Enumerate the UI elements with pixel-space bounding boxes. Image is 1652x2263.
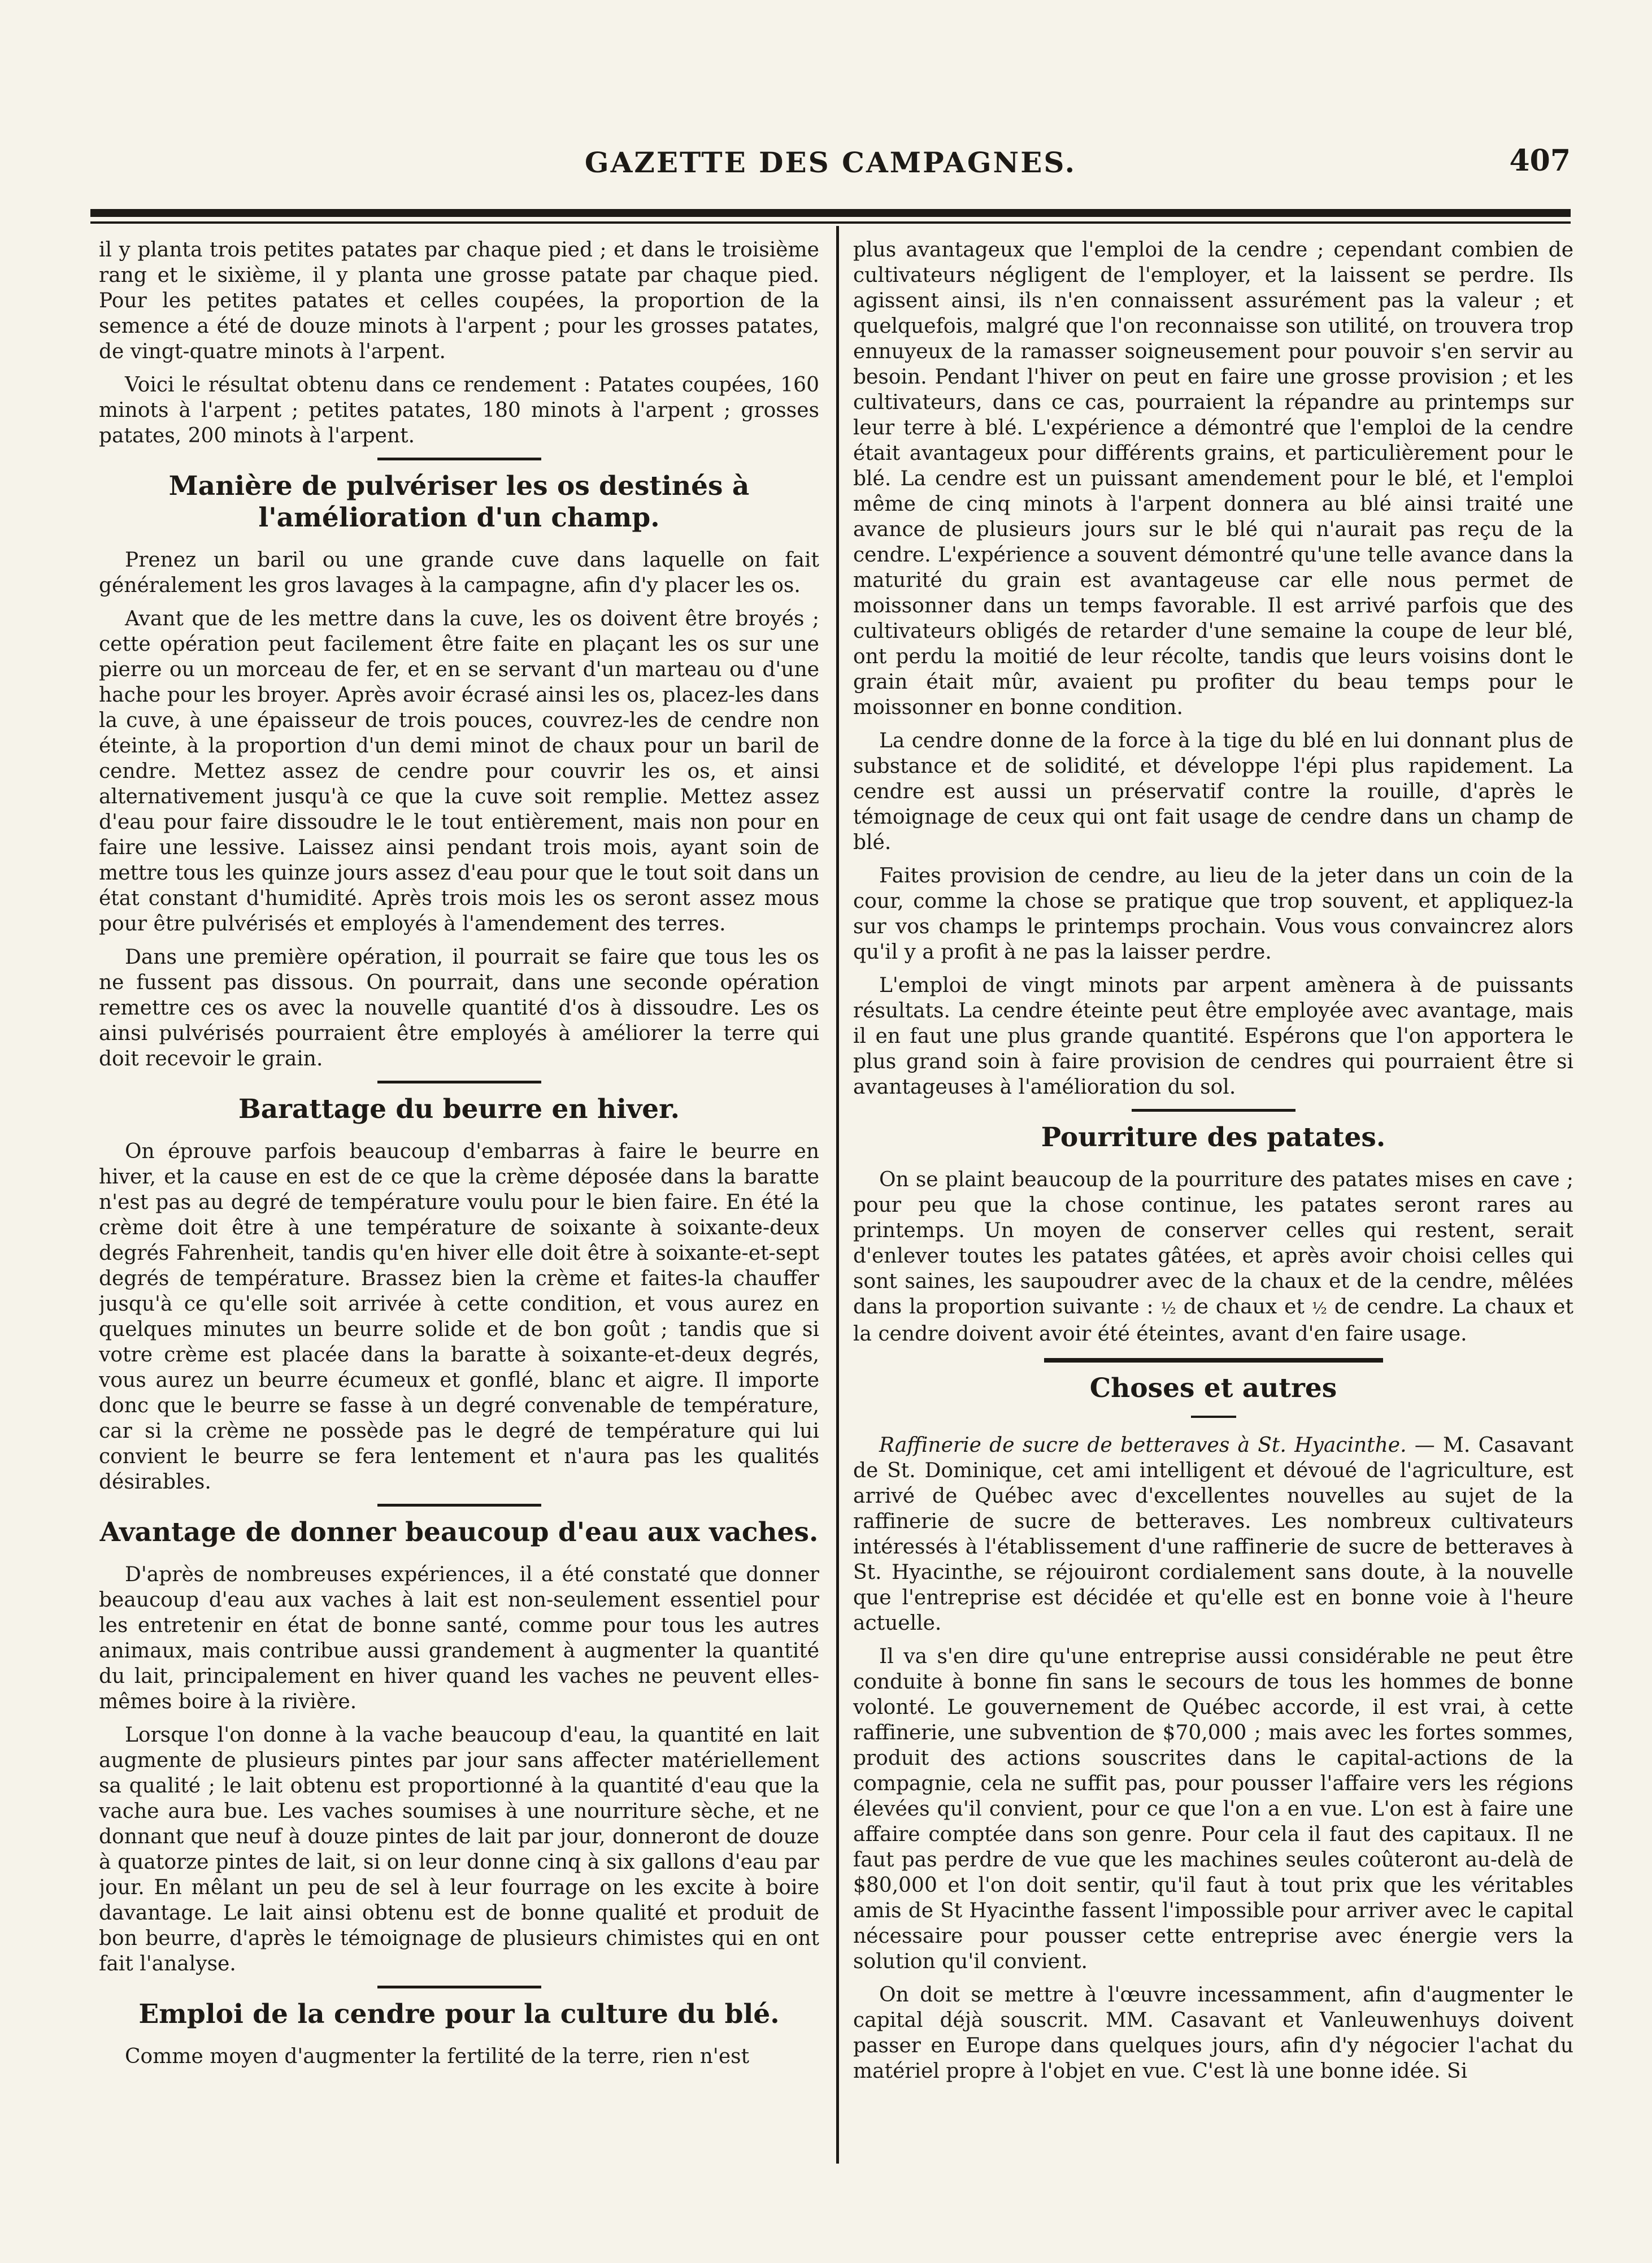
column-divider xyxy=(836,226,839,2164)
article-paragraph: Faites provision de cendre, au lieu de la jeter dans un coin de la cour, comme la chose se pratique que trop souvent, et appliquez-la sur vos champs le printemps prochain. Vous vous convaincrez alors qu'il y a profit à ne pas la laisser perdre. xyxy=(853,864,1573,964)
article-paragraph: Voici le résultat obtenu dans ce rendement : Patates coupées, 160 minots à l'arpent ; petites patates, 180 minots à l'arpent ; grosses patates, 200 minots à l'arpent. xyxy=(99,373,819,447)
page-number: 407 xyxy=(1509,143,1571,178)
item-title-raffinerie: Raffinerie de sucre de betteraves à St. Hyacinthe. xyxy=(879,1433,1407,1457)
article-paragraph xyxy=(853,1433,1573,1636)
section-title-choses: Choses et autres xyxy=(1089,1372,1337,1404)
page-header xyxy=(90,141,1571,192)
article-paragraph xyxy=(853,1167,1573,1347)
article-paragraph: Comme moyen d'augmenter la fertilité de la terre, rien n'est xyxy=(125,2045,750,2068)
header-rule-thick xyxy=(90,209,1571,217)
article-paragraph: Il va s'en dire qu'une entreprise aussi considérable ne peut être conduite à bonne fin sans le secours de tous les hommes de bonne volonté. Le gouvernement de Québec accorde, il est vrai, à cette raffinerie, une subvention de $70,000 ; mais avec les fortes sommes, produit des actions souscrites dans le capital-actions de la compagnie, cela ne suffit pas, pour pousser l'affaire vers les régions élevées qu'il convient, pour ce que l'on a en vue. L'on est à faire une affaire comptée dans son genre. Pour cela il faut des capitaux. Il ne faut pas perdre de vue que les machines seules coûteront au-delà de $80,000 et l'on doit sentir, qu'il faut à tout prix que les véritables amis de St Hyacinthe fassent l'impossible pour arriver avec le capital nécessaire pour pousser cette entreprise avec énergie vers la solution qu'il convient. xyxy=(853,1644,1573,1973)
article-paragraph: Prenez un baril ou une grande cuve dans laquelle on fait généralement les gros lavages à la campagne, afin d'y placer les os. xyxy=(99,549,819,597)
section-separator xyxy=(1044,1358,1383,1363)
right-column xyxy=(853,237,1573,2169)
title-underline xyxy=(1191,1416,1236,1418)
article-separator xyxy=(377,458,541,460)
article-separator xyxy=(377,1081,541,1083)
article-paragraph: D'après de nombreuses expériences, il a été constaté que donner beaucoup d'eau aux vaches à lait est non-seulement essentiel pour les entretenir en état de bonne santé, comme pour tous les autres animaux, mais contribue aussi grandement à augmenter la quantité du lait, principalement en hiver quand les vaches ne peuvent elles-mêmes boire à la rivière. xyxy=(99,1563,819,1713)
item-text: — M. Casavant de St. Dominique, cet ami intelligent et dévoué de l'agriculture, est arrivé de Québec avec d'excellentes nouvelles au sujet de la raffinerie de sucre de betteraves. Les nombreux cultivateurs intéressés à l'établissement d'une raffinerie de sucre de betteraves à St. Hyacinthe, se réjouiront cordialement sans doute, à la nouvelle que l'entreprise est décidée et qu'elle est en bonne voie à l'heure actuelle. xyxy=(853,1433,1573,1635)
patates-text-b: de chaux et xyxy=(1183,1295,1305,1318)
running-title: GAZETTE DES CAMPAGNES. xyxy=(584,146,1077,179)
article-separator xyxy=(377,1504,541,1507)
article-title-os: Manière de pulvériser les os destinés à l'amélioration d'un champ. xyxy=(168,471,750,533)
article-title-beurre: Barattage du beurre en hiver. xyxy=(238,1094,680,1125)
article-separator xyxy=(377,1986,541,1988)
article-title-vaches: Avantage de donner beaucoup d'eau aux vaches. xyxy=(99,1517,819,1548)
article-paragraph: Dans une première opération, il pourrait se faire que tous les os ne fussent pas dissous. On pourrait, dans une seconde opération remettre ces os avec la nouvelle quantité d'os à dissoudre. Les os ainsi pulvérisés pourraient être employés à améliorer la terre qui doit recevoir le grain. xyxy=(99,946,819,1070)
article-title-patates: Pourriture des patates. xyxy=(1041,1122,1386,1153)
article-paragraph: L'emploi de vingt minots par arpent amènera à de puissants résultats. La cendre éteinte peut être employée avec avantage, mais il en faut une plus grande quantité. Espérons que l'on apportera le plus grand soin à faire provision de cendres qui pourraient être si avantageuses à l'amélioration du sol. xyxy=(853,974,1573,1099)
article-title-cendre: Emploi de la cendre pour la culture du blé. xyxy=(138,1999,780,2030)
article-continuation: plus avantageux que l'emploi de la cendre ; cependant combien de cultivateurs négligent de l'employer, et la laissent se perdre. Ils agissent ainsi, ils n'en connaissent assurément pas la valeur ; et quelquefois, malgré que l'on reconnaisse son utilité, on trouvera trop ennuyeux de la ramasser soigneusement pour pouvoir s'en servir au besoin. Pendant l'hiver on peut en faire une grosse provision ; et les cultivateurs, dans ce cas, pourraient la répandre au printemps sur leur terre à blé. L'expérience a démontré que l'emploi de la cendre était avantageux pour différents grains, et particulièrement pour le blé. La cendre est un puissant amendement pour le blé, et l'emploi même de cinq minots à l'arpent donnera au blé ainsi traité une avance de plusieurs jours sur le blé qui n'aurait pas reçu de la cendre. L'expérience a souvent démontré qu'une telle avance dans la maturité du grain est avantageuse car elle nous permet de moissonner dans un temps favorable. Il est arrivé parfois que des cultivateurs obligés de retarder d'une semaine la coupe de leur blé, ont perdu la moitié de leur récolte, tandis que leurs voisins dont le grain était mûr, avaient pu profiter du beau temps pour le moissonner en bonne condition. xyxy=(853,238,1573,719)
patates-text-a: On se plaint beaucoup de la pourriture des patates mises en cave ; pour peu que la chose continue, les patates seront rares au printemps. Un moyen de conserver celles qui restent, serait d'enlever toutes les patates gâtées, et après avoir choisi celles qui sont saines, les saupoudrer avec de la chaux et de la cendre, mêlées dans la proportion suivante : xyxy=(853,1168,1573,1318)
patates-text-c: de cendre. La chaux et la cendre doivent avoir été éteintes, avant d'en faire usage. xyxy=(853,1295,1573,1346)
fraction-half: ½ xyxy=(1311,1299,1327,1318)
article-paragraph: La cendre donne de la force à la tige du blé en lui donnant plus de substance et de solidité, et développe l'épi plus rapidement. La cendre est aussi un préservatif contre la rouille, d'après le témoignage de ceux qui ont fait usage de cendre dans un champ de blé. xyxy=(853,729,1573,854)
article-continuation: il y planta trois petites patates par chaque pied ; et dans le troisième rang et le sixième, il y planta une grosse patate par chaque pied. Pour les petites patates et celles coupées, la proportion de la semence a été de douze minots à l'arpent ; pour les grosses patates, de vingt-quatre minots à l'arpent. xyxy=(99,238,819,363)
article-paragraph: On éprouve parfois beaucoup d'embarras à faire le beurre en hiver, et la cause en est de ce que la crème déposée dans la baratte n'est pas au degré de température voulu pour le bien faire. En été la crème doit être à une température de soixante à soixante-deux degrés Fahrenheit, tandis qu'en hiver elle doit être à soixante-et-sept degrés de température. Brassez bien la crème et faites-la chauffer jusqu'à ce qu'elle soit arrivée à cette condition, et vous aurez en quelques minutes un beurre solide et de bon goût ; tandis que si votre crème est placée dans la baratte à soixante-et-deux degrés, vous aurez un beurre écumeux et gonflé, blanc et aigre. Il importe donc que le beurre se fasse à un degré convenable de température, car si la crème ne possède pas le degré de température qui lui convient le beurre se fera lentement et n'aura pas les qualités désirables. xyxy=(99,1140,819,1494)
article-paragraph: Avant que de les mettre dans la cuve, les os doivent être broyés ; cette opération peut facilement être faite en plaçant les os sur une pierre ou un morceau de fer, et en se servant d'un marteau ou d'une hache pour les broyer. Après avoir écrasé ainsi les os, placez-les dans la cuve, à une épaisseur de trois pouces, couvrez-les de cendre non éteinte, à la proportion d'un demi minot de chaux pour un baril de cendre. Mettez assez de cendre pour couvrir les os, et ainsi alternativement jusqu'à ce que la cuve soit remplie. Mettez assez d'eau pour faire dissoudre le le tout entièrement, mais non pour en faire une lessive. Laissez ainsi pendant trois mois, ayant soin de mettre tous les quinze jours assez d'eau pour que le tout soit dans un état constant d'humidité. Après trois mois les os seront assez mous pour être pulvérisés et employés à l'amendement des terres. xyxy=(99,607,819,935)
fraction-half: ½ xyxy=(1160,1299,1176,1318)
left-column xyxy=(99,237,819,2169)
article-paragraph: On doit se mettre à l'œuvre incessamment, afin d'augmenter le capital déjà souscrit. MM. Casavant et Vanleuwenhuys doivent passer en Europe dans quelques jours, afin d'y négocier l'achat du matériel propre à l'objet en vue. C'est là une bonne idée. Si xyxy=(853,1983,1573,2083)
article-paragraph: Lorsque l'on donne à la vache beaucoup d'eau, la quantité en lait augmente de plusieurs pintes par jour sans affecter matériellement sa qualité ; le lait obtenu est proportionné à la quantité d'eau que la vache aura bue. Les vaches soumises à une nourriture sèche, et ne donnant que neuf à douze pintes de lait par jour, donneront de douze à quatorze pintes de lait, si on leur donne cinq à six gallons d'eau par jour. En mêlant un peu de sel à leur fourrage on les excite à boire davantage. Le lait ainsi obtenu est de bonne qualité et produit de bon beurre, d'après le témoignage de plusieurs chimistes qui en ont fait l'analyse. xyxy=(99,1724,819,1975)
header-rule-thin xyxy=(90,221,1571,224)
article-separator xyxy=(1132,1109,1295,1112)
